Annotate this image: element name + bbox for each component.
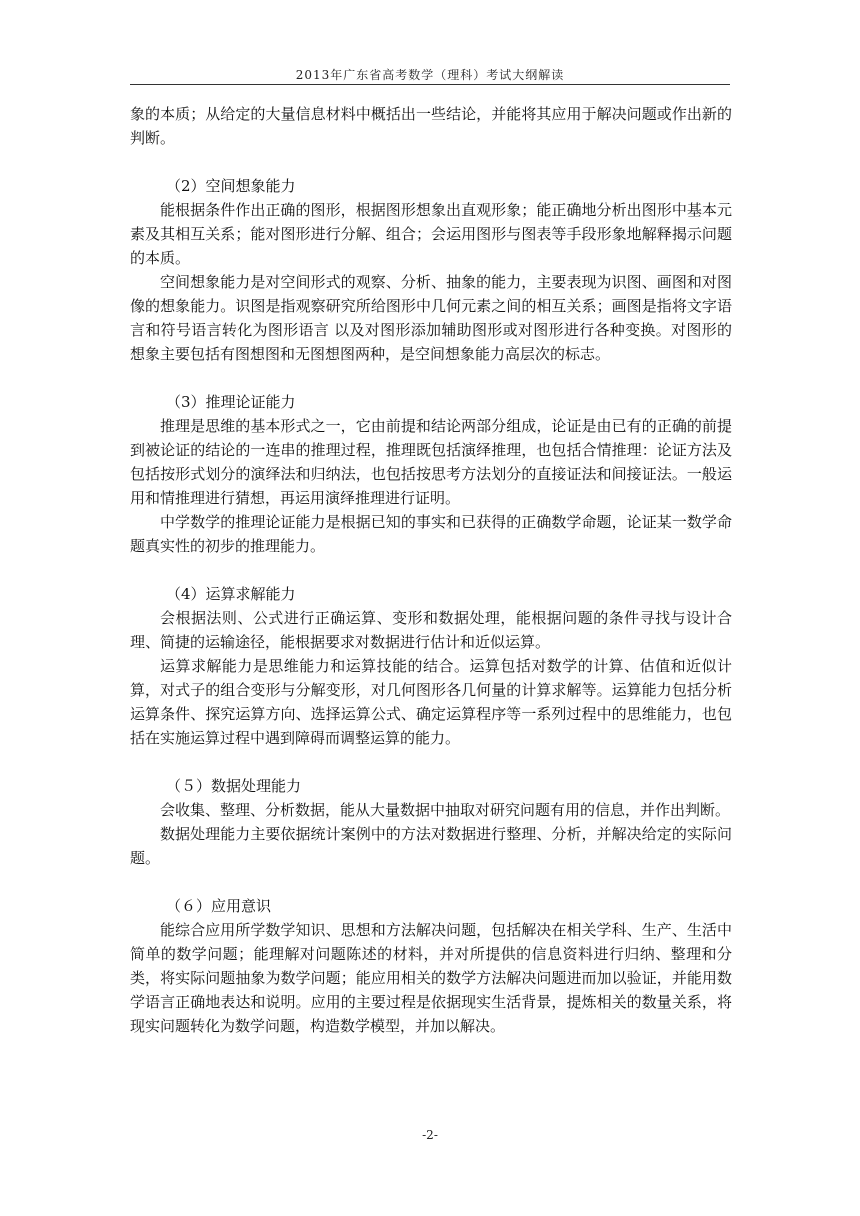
- section-spacer: [130, 750, 732, 774]
- section-heading: （2）空间想象能力: [166, 177, 296, 195]
- section-application-awareness: [130, 894, 732, 1038]
- section-paragraph: 会根据法则、公式进行正确运算、变形和数据处理，能根据问题的条件寻找与设计合理、简捷的运输途径，能根据要求对数据进行估计和近似运算。: [130, 609, 732, 651]
- section-heading: （５）数据处理能力: [166, 777, 302, 795]
- section-paragraph: 能根据条件作出正确的图形，根据图形想象出直观形象；能正确地分析出图形中基本元素及其相互关系；能对图形进行分解、组合；会运用图形与图表等手段形象地解释揭示问题的本质。: [130, 201, 732, 267]
- intro-paragraph: 象的本质；从给定的大量信息材料中概括出一些结论，并能将其应用于解决问题或作出新的判断。: [130, 105, 732, 147]
- section-heading: （3）推理论证能力: [166, 393, 296, 411]
- section-reasoning-proof: [130, 390, 732, 558]
- section-paragraph: 能综合应用所学数学知识、思想和方法解决问题，包括解决在相关学科、生产、生活中简单的数学问题；能理解对问题陈述的材料，并对所提供的信息资料进行归纳、整理和分类，将实际问题抽象为数学问题；能应用相关的数学方法解决问题进而加以验证，并能用数学语言正确地表达和说明。应用的主要过程是依据现实生活背景，提炼相关的数量关系，将现实问题转化为数学问题，构造数学模型，并加以解决。: [130, 921, 732, 1035]
- header-divider: [130, 84, 730, 85]
- section-spacer: [130, 366, 732, 390]
- section-paragraph: 中学数学的推理论证能力是根据已知的事实和已获得的正确数学命题，论证某一数学命题真实性的初步的推理能力。: [130, 513, 732, 555]
- section-paragraph: 会收集、整理、分析数据，能从大量数据中抽取对研究问题有用的信息，并作出判断。: [160, 801, 731, 819]
- section-paragraph: 数据处理能力主要依据统计案例中的方法对数据进行整理、分析，并解决给定的实际问题。: [130, 825, 732, 867]
- section-data-processing: [130, 774, 732, 870]
- section-paragraph: 运算求解能力是思维能力和运算技能的结合。运算包括对数学的计算、估值和近似计算，对式子的组合变形与分解变形，对几何图形各几何量的计算求解等。运算能力包括分析运算条件、探究运算方向、选择运算公式、确定运算程序等一系列过程中的思维能力，也包括在实施运算过程中遇到障碍而调整运算的能力。: [130, 657, 732, 747]
- page-header: 2013年广东省高考数学（理科）考试大纲解读: [295, 68, 565, 82]
- section-spacer: [130, 558, 732, 582]
- section-paragraph: 推理是思维的基本形式之一，它由前提和结论两部分组成，论证是由已有的正确的前提到被论证的结论的一连串的推理过程，推理既包括演绎推理，也包括合情推理：论证方法及包括按形式划分的演绎法和归纳法，也包括按思考方法划分的直接证法和间接证法。一般运用和情推理进行猜想，再运用演绎推理进行证明。: [130, 417, 732, 507]
- section-spatial-imagination: [130, 174, 732, 366]
- section-spacer: [130, 870, 732, 894]
- document-body: [130, 102, 732, 1038]
- section-computation: [130, 582, 732, 750]
- section-heading: （4）运算求解能力: [166, 585, 296, 603]
- section-spacer: [130, 150, 732, 174]
- section-heading: （６）应用意识: [166, 897, 272, 915]
- page-number: -2-: [422, 1128, 438, 1142]
- section-paragraph: 空间想象能力是对空间形式的观察、分析、抽象的能力，主要表现为识图、画图和对图像的想象能力。识图是指观察研究所给图形中几何元素之间的相互关系；画图是指将文字语言和符号语言转化为图形语言 以及对图形添加辅助图形或对图形进行各种变换。对图形的想象主要包括有图想图和无图想图两种，是空间想象能力高层次的标志。: [130, 273, 732, 363]
